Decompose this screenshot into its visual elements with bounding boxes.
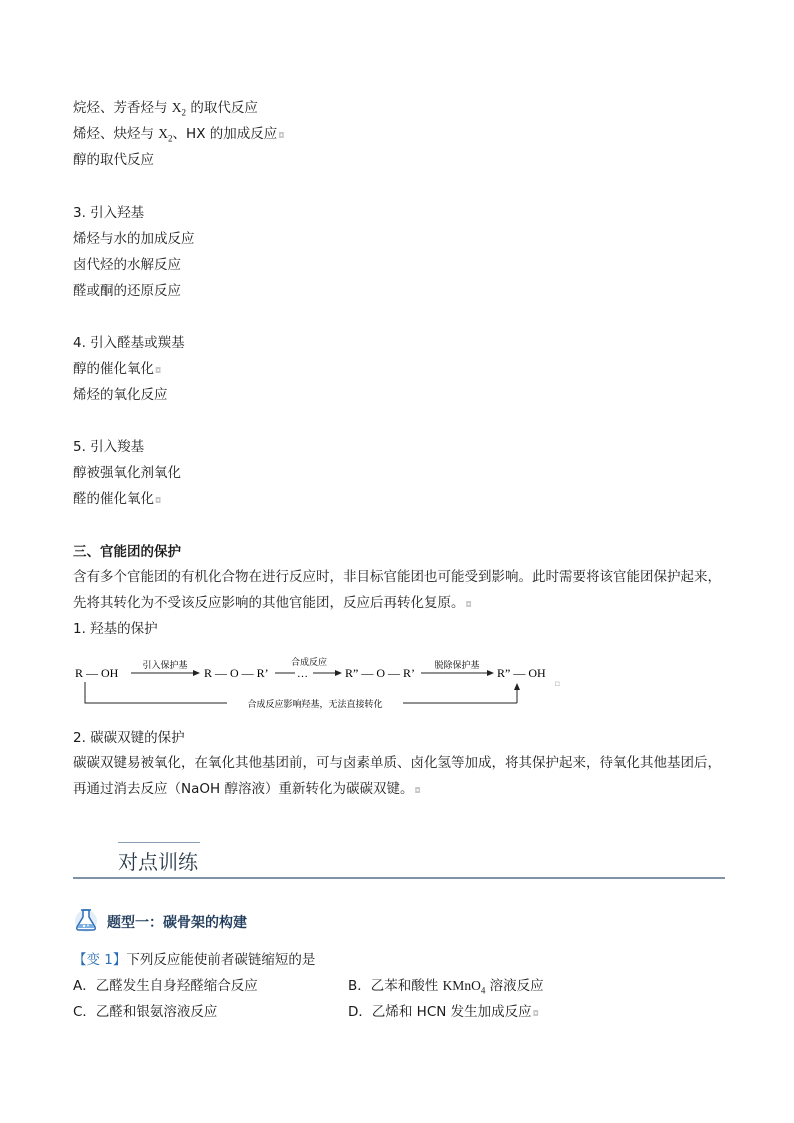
diagram-ellipsis: … <box>297 668 308 680</box>
section-title: 对点训练 <box>118 850 198 874</box>
section-rule-top <box>118 842 200 843</box>
diagram-node-r2-o-r: R” — O — R’ <box>345 666 415 680</box>
flask-icon <box>73 907 101 937</box>
paragraph-mark-icon: ◘ <box>465 600 472 609</box>
diagram-arrow-label: 合成反应 <box>290 657 328 667</box>
paragraph-mark-icon: ◘ <box>414 786 421 795</box>
heading-hydroxyl-protection: 1. 羟基的保护 <box>73 621 158 637</box>
question-stem: 【变 1】下列反应能使前者碳链缩短的是 <box>73 952 316 968</box>
text-line-addition: 烯烃、炔烃与 $X_2$、HX 的加成反应◘ <box>73 126 285 144</box>
section-heading-protection: 三、官能团的保护 <box>73 544 181 560</box>
diagram-node-r-oh: R — OH <box>75 666 119 680</box>
paragraph-mark-icon: ◘ <box>278 131 285 140</box>
list-item: 醛或酮的还原反应 <box>73 283 181 299</box>
list-item: 卤代烃的水解反应 <box>73 257 181 273</box>
diagram-arrow-label: 引入保护基 <box>142 660 188 670</box>
paragraph-mark-icon: ◘ <box>555 679 560 688</box>
list-item: 醛的催化氧化◘ <box>73 491 162 507</box>
option-b: B．乙苯和酸性 KMnO$_4$ 溶液反应 <box>348 978 544 996</box>
list-item: 烯烃与水的加成反应 <box>73 231 195 247</box>
option-a: A．乙醛发生自身羟醛缩合反应 <box>73 978 258 994</box>
diagram-arrow-label: 脱除保护基 <box>434 660 480 670</box>
diagram-bottom-label: 合成反应影响羟基，无法直接转化 <box>247 699 383 709</box>
heading-carboxyl: 5. 引入羧基 <box>73 439 145 455</box>
paragraph-mark-icon: ◘ <box>155 496 162 505</box>
list-item: 烯烃的氧化反应 <box>73 387 168 403</box>
list-item: 醇被强氧化剂氧化 <box>73 465 181 481</box>
question-tag: 【变 1】 <box>73 952 127 968</box>
option-c: C．乙醛和银氨溶液反应 <box>73 1004 218 1020</box>
text-line-alcohol: 醇的取代反应 <box>73 152 154 168</box>
heading-aldehyde: 4. 引入醛基或羰基 <box>73 335 185 351</box>
diagram-node-r-o-r: R — O — R’ <box>204 666 269 680</box>
heading-hydroxyl: 3. 引入羟基 <box>73 205 145 221</box>
paragraph-mark-icon: ◘ <box>532 1009 539 1018</box>
section-rule <box>73 877 725 879</box>
heading-double-bond-protection: 2. 碳碳双键的保护 <box>73 730 185 746</box>
text-line-substitution: 烷烃、芳香烃与 $X_2$ 的取代反应 <box>73 100 258 118</box>
double-bond-paragraph: 碳碳双键易被氧化，在氧化其他基团前，可与卤素单质、卤化氢等加成，将其保护起来，待氧化其他基团后，再通过消去反应（NaOH 醇溶液）重新转化为碳碳双键。◘ <box>73 755 721 797</box>
option-d: D．乙烯和 HCN 发生加成反应◘ <box>348 1004 539 1020</box>
paragraph-mark-icon: ◘ <box>155 366 162 375</box>
hydroxyl-protection-diagram <box>73 656 573 712</box>
topic-heading <box>73 908 247 936</box>
list-item: 醇的催化氧化◘ <box>73 361 162 377</box>
protection-paragraph: 含有多个官能团的有机化合物在进行反应时，非目标官能团也可能受到影响。此时需要将该官能团保护起来，先将其转化为不受该反应影响的其他官能团，反应后再转化复原。◘ <box>73 569 721 611</box>
diagram-node-r2-oh: R” — OH <box>497 666 546 680</box>
topic-title: 题型一：碳骨架的构建 <box>107 915 247 931</box>
